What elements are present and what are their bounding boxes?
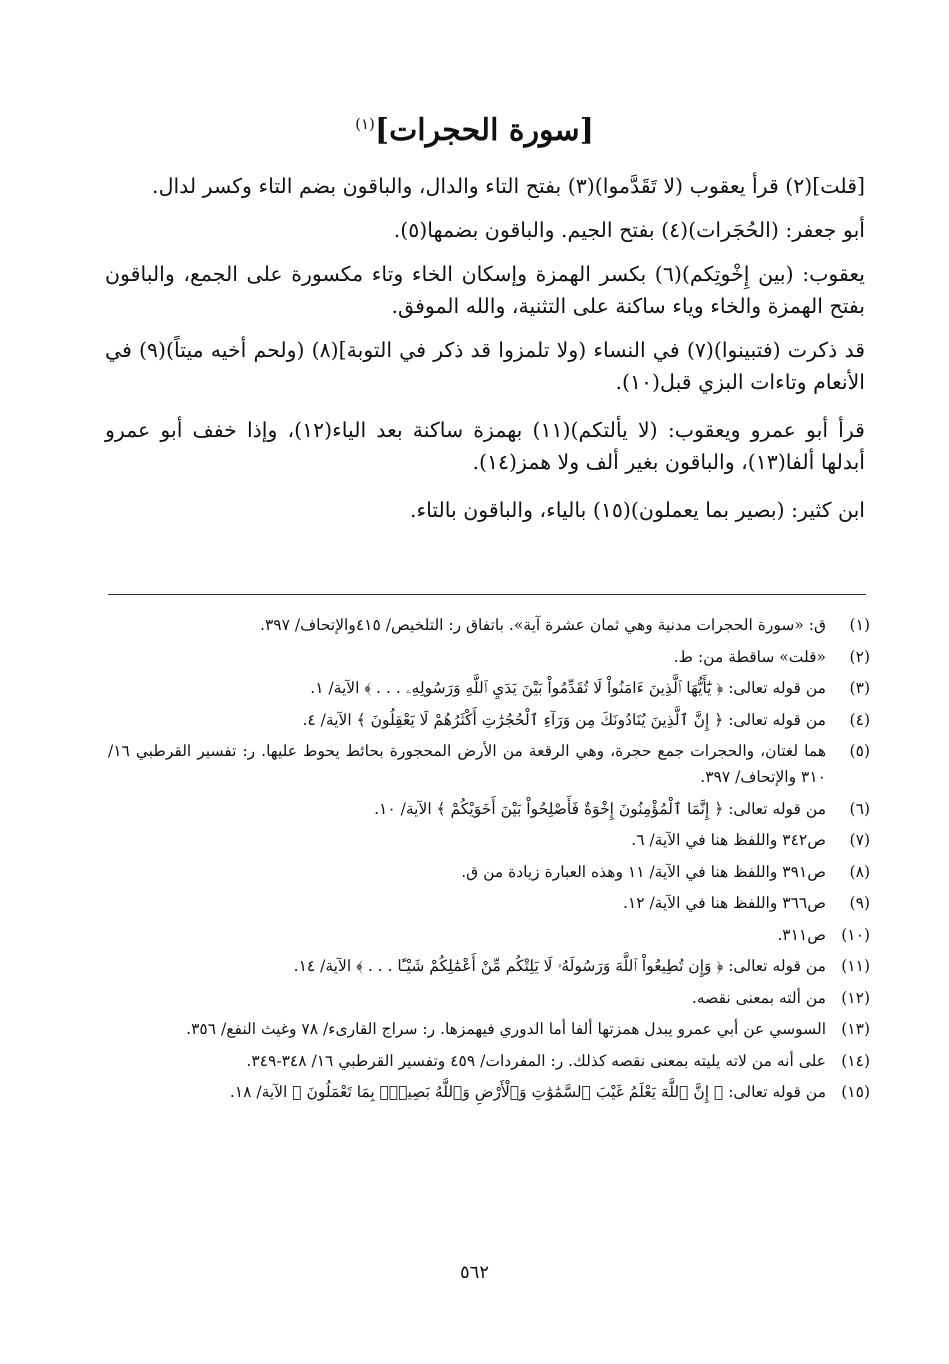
page-number: ٥٦٢: [459, 1262, 489, 1283]
footnote-divider: [108, 594, 866, 595]
footnote-1: [108, 612, 870, 638]
footnote-9: [108, 890, 870, 916]
footnotes: [108, 612, 870, 1111]
footnote-6: [108, 796, 870, 822]
footnote-10: [108, 922, 870, 948]
paragraph-2: أبو جعفر: (الحُجَرات)(٤) بفتح الجيم. والباقون بضمها(٥).: [393, 218, 865, 242]
footnote-text: من قوله تعالى: ﴿ إِنَّ ٱللَّهَ يَعْلَمُ غَيْبَ ٱلسَّمَٰوَٰتِ وَٱلْأَرْضِ وَٱللَّهُ بَصِيرٌۢ بِمَا تَعْمَلُونَ ﴾ الآية/ ١٨.: [229, 1083, 826, 1101]
footnote-8: [108, 859, 870, 885]
footnote-text: على أنه من لاته يليته بمعنى نقصه كذلك. ر: المفردات/ ٤٥٩ وتفسير القرطبي ١٦/ ٣٤٨-٣٤٩.: [246, 1051, 826, 1070]
footnote-number: (١٣): [841, 1020, 870, 1038]
surah-title-footnote-mark: (١): [355, 115, 375, 133]
footnote-number: (٨): [849, 862, 870, 881]
footnote-text: ص٣٦٦ واللفظ هنا في الآية/ ١٢.: [622, 894, 826, 912]
footnote-number: (١٠): [841, 925, 870, 944]
footnote-number: (٥): [849, 742, 870, 760]
footnote-number: (٩): [849, 894, 870, 912]
paragraph-1: [قلت](٢) قرأ يعقوب (لا تَقَدَّموا)(٣) بفتح التاء والدال، والباقون بضم التاء وكسر لدال.: [152, 174, 865, 198]
footnote-number: (٤): [849, 710, 870, 729]
paragraph-5: قرأ أبو عمرو ويعقوب: (لا يألتكم)(١١) بهمزة ساكنة بعد الياء(١٢)، وإذا خفف أبو عمرو أبدلها ألفا(١٣)، والباقون بغير ألف ولا همز(١٤).: [105, 418, 865, 474]
paragraph-3: يعقوب: (بين إِخْوتِكم)(٦) بكسر الهمزة وإسكان الخاء وتاء مكسورة على الجمع، والباقون بفتح الهمزة والخاء وياء ساكنة على التثنية، والله الموفق.: [105, 262, 865, 318]
footnote-12: [108, 985, 870, 1011]
footnote-2: [108, 644, 870, 670]
footnote-text: ص٣١١.: [777, 925, 826, 944]
footnote-4: [108, 707, 870, 733]
surah-title: [0, 96, 949, 159]
footnote-number: (١١): [841, 957, 870, 975]
footnote-text: ق: «سورة الحجرات مدنية وهي ثمان عشرة آية». باتفاق ر: التلخيص/ ٤١٥والإتحاف/ ٣٩٧.: [260, 616, 826, 634]
footnote-number: (١٥): [841, 1083, 870, 1101]
paragraph-4: قد ذكرت (فتبينوا)(٧) في النساء (ولا تلمزوا قد ذكر في التوبة](٨) (ولحم أخيه ميتاً)(٩) في الأنعام وتاءات البزي قبل(١٠).: [105, 338, 865, 394]
footnote-text: ص٣٤٢ واللفظ هنا في الآية/ ٦.: [631, 831, 826, 849]
main-text: [105, 170, 865, 538]
footnote-13: [108, 1016, 870, 1042]
paragraph-6: ابن كثير: (بصير بما يعملون)(١٥) بالياء، والباقون بالتاء.: [409, 498, 865, 522]
footnote-text: ص٣٩١ واللفظ هنا في الآية/ ١١ وهذه العبارة زيادة من ق.: [461, 862, 826, 881]
surah-title-text: [سورة الحجرات]: [374, 113, 594, 148]
footnote-number: (٣): [849, 679, 870, 697]
footnote-text: من قوله تعالى: ﴿ إِنَّمَا ٱلْمُؤْمِنُونَ إِخْوَةٌ فَأَصْلِحُواْ بَيْنَ أَخَوَيْكُمْ ﴾ الآية/ ١٠.: [374, 799, 826, 818]
footnote-number: (١٢): [841, 988, 870, 1007]
footnote-number: (٦): [849, 799, 870, 818]
footnote-5: [108, 738, 870, 790]
footnote-text: من قوله تعالى: ﴿ يَٰٓأَيُّهَا ٱلَّذِينَ ءَامَنُواْ لَا تُقَدِّمُواْ بَيْنَ يَدَيِ ٱللَّهِ وَرَسُولِهِۦ . . . ﴾ الآية/ ١.: [310, 679, 826, 697]
footnote-text: السوسي عن أبي عمرو يبدل همزتها ألفا أما الدوري فيهمزها. ر: سراج القارىء/ ٧٨ وغيث النفع/ ٣٥٦.: [186, 1020, 826, 1038]
footnote-text: من ألته بمعنى نقصه.: [691, 988, 826, 1007]
footnote-3: [108, 675, 870, 701]
footnote-number: (١): [849, 616, 870, 634]
footnote-number: (٢): [849, 647, 870, 666]
footnote-11: [108, 953, 870, 979]
footnote-7: [108, 827, 870, 853]
footnote-text: هما لغتان، والحجرات جمع حجرة، وهي الرقعة من الأرض المحجورة بحائط يحوط عليها. ر: تفسير القرطبي ١٦/ ٣١٠ والإتحاف/ ٣٩٧.: [108, 742, 826, 786]
footnote-15: [108, 1079, 870, 1105]
footnote-text: «قلت» ساقطة من: ط.: [673, 647, 826, 666]
footnote-number: (٧): [849, 831, 870, 849]
footnote-number: (١٤): [841, 1051, 870, 1070]
footnote-14: [108, 1048, 870, 1074]
footnote-text: من قوله تعالى: ﴿ إِنَّ ٱلَّذِينَ يُنَادُونَكَ مِن وَرَآءِ ٱلْحُجُرَٰتِ أَكْثَرُهُمْ لَا يَعْقِلُونَ ﴾ الآية/ ٤.: [302, 710, 826, 729]
footnote-text: من قوله تعالى: ﴿ وَإِن تُطِيعُواْ ٱللَّهَ وَرَسُولَهُۥ لَا يَلِتْكُم مِّنْ أَعْمَٰلِكُمْ شَيْـًٔا . . . ﴾ الآية/ ١٤.: [293, 957, 826, 975]
